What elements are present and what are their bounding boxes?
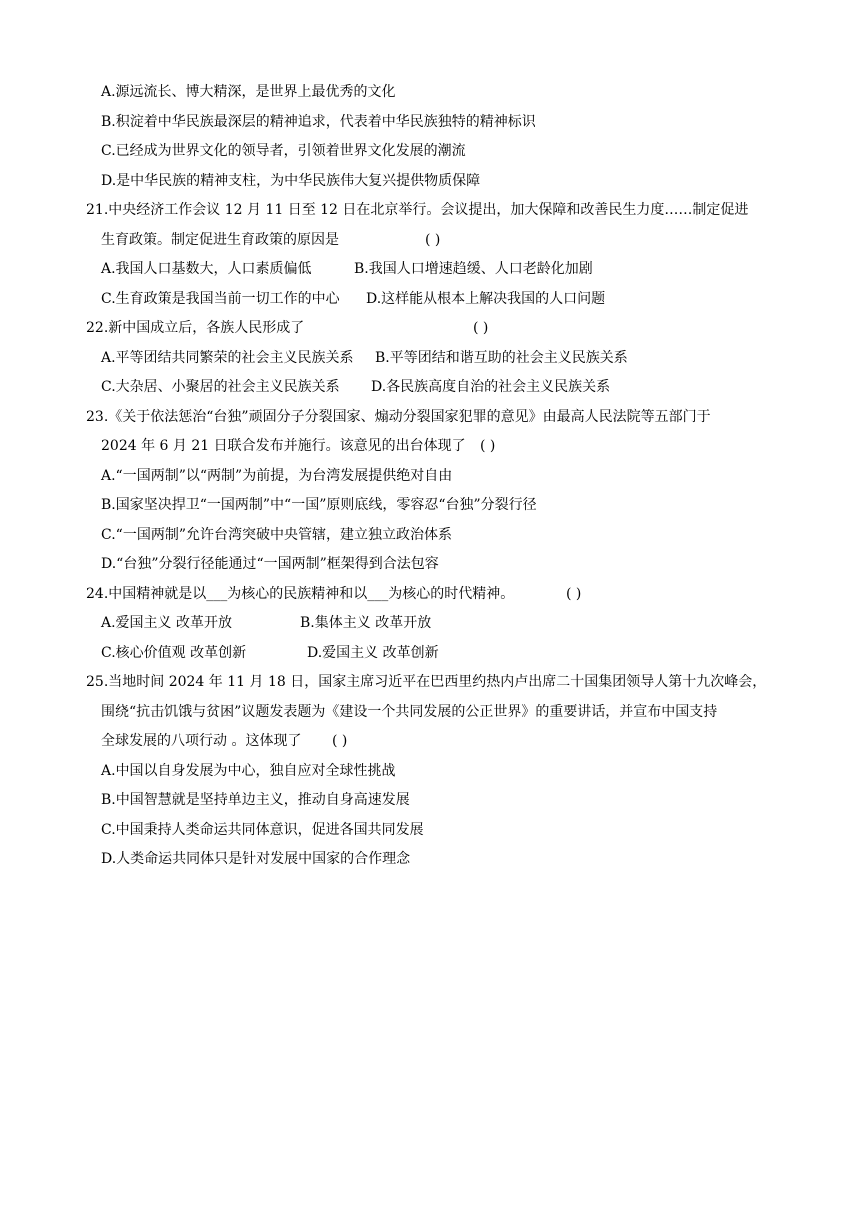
q22-option-d: D.各民族高度自治的社会主义民族关系 [371,379,611,395]
q23-option-b: B.国家坚决捍卫“一国两制”中“一国”原则底线，零容忍“台独”分裂行径 [101,497,537,513]
q21-stem-line1: 21.中央经济工作会议 12 月 11 日至 12 日在北京举行。会议提出，加大保障和改善民生力度……制定促进 [86,202,749,218]
q24-stem: 24.中国精神就是以___为核心的民族精神和以___为核心的时代精神。 [86,586,515,602]
q25-option-d: D.人类命运共同体只是针对发展中国家的合作理念 [101,851,411,867]
q21-option-d: D.这样能从根本上解决我国的人口问题 [366,291,606,307]
q20-option-d: D.是中华民族的精神支柱，为中华民族伟大复兴提供物质保障 [101,173,481,189]
q22-option-a: A.平等团结共同繁荣的社会主义民族关系 [101,350,354,366]
q20-option-b: B.积淀着中华民族最深层的精神追求，代表着中华民族独特的精神标识 [101,114,536,130]
q23-answer-paren: ( ) [480,438,496,454]
q24-option-a: A.爱国主义 改革开放 [101,615,233,631]
q25-stem-line2: 围绕“抗击饥饿与贫困”议题发表题为《建设一个共同发展的公正世界》的重要讲话，并宣布中国支持 [101,704,718,720]
q23-option-c: C.“一国两制”允许台湾突破中央管辖，建立独立政治体系 [101,527,452,543]
q22-option-c: C.大杂居、小聚居的社会主义民族关系 [101,379,340,395]
q22-answer-paren: ( ) [473,320,489,336]
q24-answer-paren: ( ) [566,586,582,602]
q23-option-a: A.“一国两制”以“两制”为前提，为台湾发展提供绝对自由 [101,468,453,484]
q25-stem-line3: 全球发展的八项行动 。这体现了 [101,733,302,749]
q22-stem: 22.新中国成立后，各族人民形成了 [86,320,305,336]
q23-option-d: D.“台独”分裂行径能通过“一国两制”框架得到合法包容 [101,556,439,572]
q21-stem-line2: 生育政策。制定促进生育政策的原因是 [101,232,339,248]
q24-option-d: D.爱国主义 改革创新 [307,645,439,661]
q25-option-a: A.中国以自身发展为中心，独自应对全球性挑战 [101,763,396,779]
q21-option-b: B.我国人口增速趋缓、人口老龄化加剧 [354,261,593,277]
q24-option-c: C.核心价值观 改革创新 [101,645,247,661]
q24-option-b: B.集体主义 改革开放 [300,615,432,631]
q25-option-b: B.中国智慧就是坚持单边主义，推动自身高速发展 [101,792,410,808]
q20-option-a: A.源远流长、博大精深，是世界上最优秀的文化 [101,84,396,100]
q25-answer-paren: ( ) [332,733,348,749]
q20-option-c: C.已经成为世界文化的领导者，引领着世界文化发展的潮流 [101,143,466,159]
q21-option-c: C.生育政策是我国当前一切工作的中心 [101,291,340,307]
q21-option-a: A.我国人口基数大，人口素质偏低 [101,261,312,277]
q21-answer-paren: ( ) [425,232,441,248]
q22-option-b: B.平等团结和谐互助的社会主义民族关系 [375,350,628,366]
q25-option-c: C.中国秉持人类命运共同体意识，促进各国共同发展 [101,822,424,838]
q25-stem-line1: 25.当地时间 2024 年 11 月 18 日，国家主席习近平在巴西里约热内卢出席二十国集团领导人第十九次峰会， [86,674,767,690]
q23-stem-line1: 23.《关于依法惩治“台独”顽固分子分裂国家、煽动分裂国家犯罪的意见》由最高人民法院等五部门于 [86,409,711,425]
q23-stem-line2: 2024 年 6 月 21 日联合发布并施行。该意见的出台体现了 [101,438,466,454]
